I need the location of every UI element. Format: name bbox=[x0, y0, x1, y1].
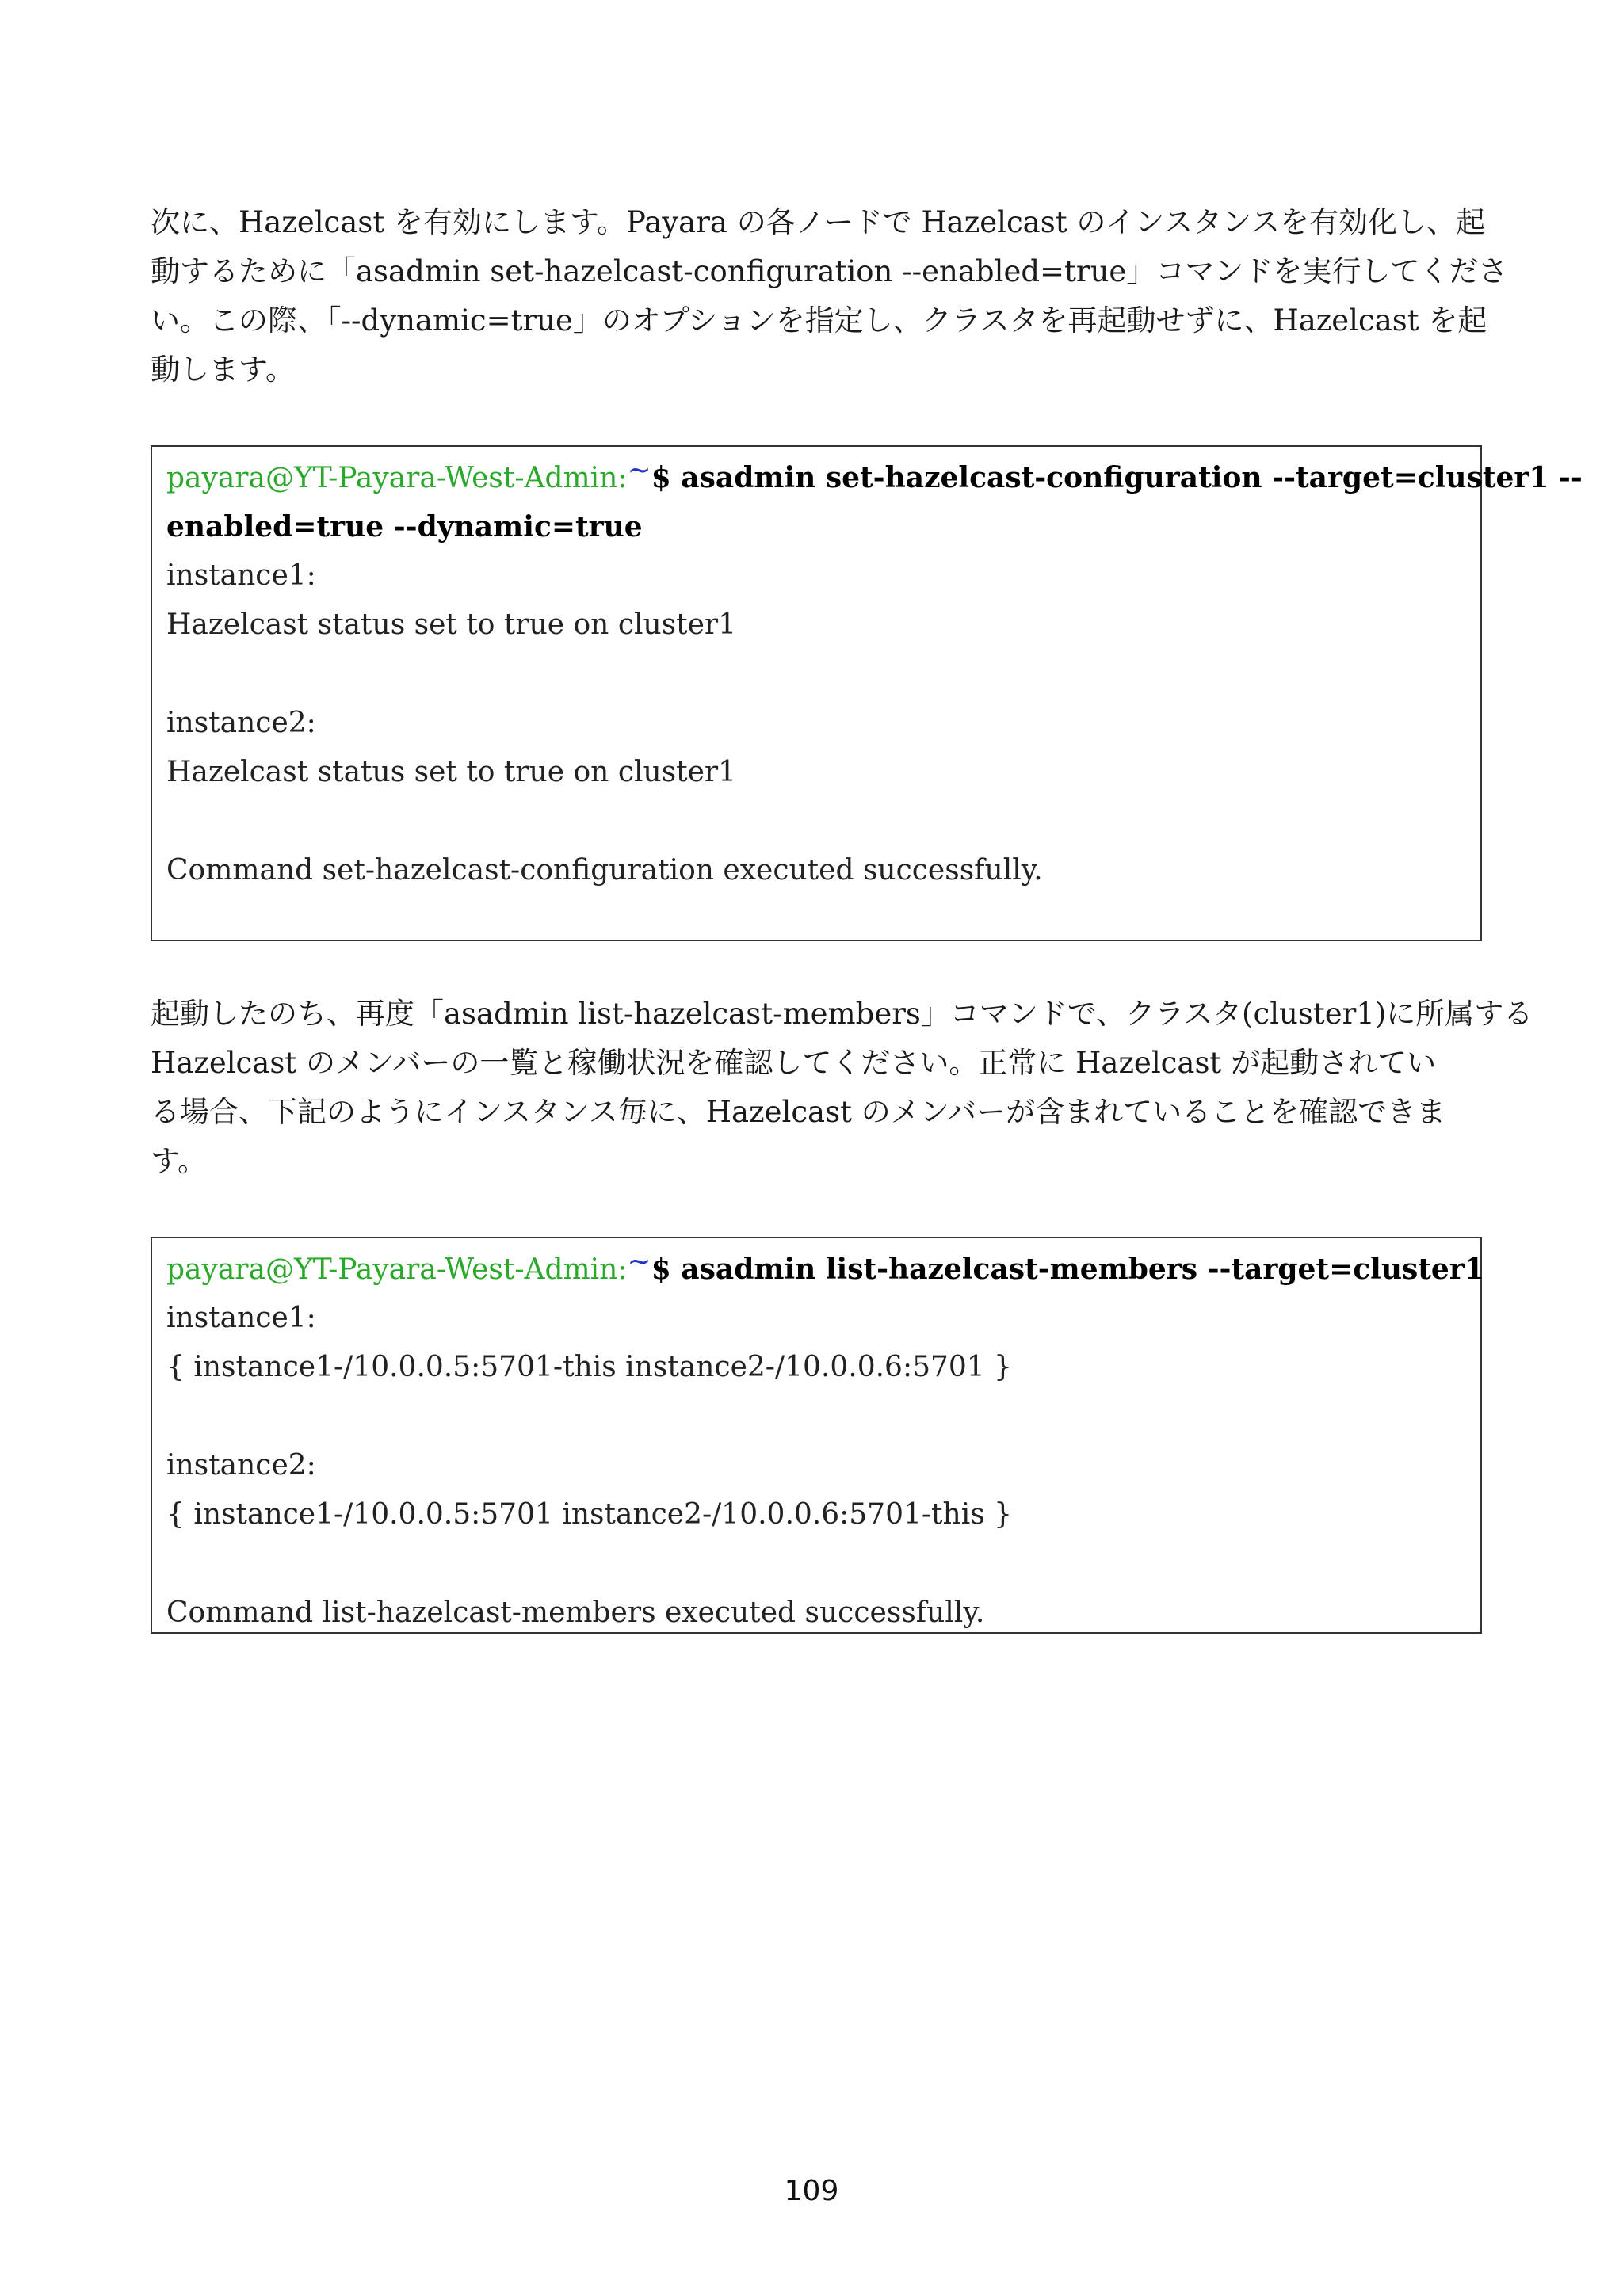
output-line: instance2: bbox=[166, 707, 316, 739]
verification-paragraph bbox=[151, 990, 1533, 1186]
paragraph-line: 次に、Hazelcast を有効にします。Payara の各ノードで Hazelcast のインスタンスを有効化し、起 bbox=[151, 205, 1486, 239]
intro-paragraph bbox=[151, 198, 1508, 395]
output-line: Hazelcast status set to true on cluster1 bbox=[166, 608, 737, 641]
shell-prompt: payara@YT-Payara-West-Admin: bbox=[166, 1253, 628, 1286]
command-continuation: enabled=true --dynamic=true bbox=[166, 510, 643, 543]
command-line bbox=[166, 453, 1583, 502]
command-line bbox=[166, 1245, 1484, 1294]
paragraph-line: 動するために「asadmin set-hazelcast-configuration --enabled=true」コマンドを実行してくださ bbox=[151, 254, 1508, 288]
output-line: Command list-hazelcast-members executed successfully. bbox=[166, 1596, 985, 1629]
paragraph-line: す。 bbox=[151, 1144, 208, 1178]
output-line: Hazelcast status set to true on cluster1 bbox=[166, 756, 737, 788]
output-line: { instance1-/10.0.0.5:5701-this instance2-/10.0.0.6:5701 } bbox=[166, 1351, 1013, 1383]
paragraph-line: Hazelcast のメンバーの一覧と稼働状況を確認してください。正常に Hazelcast が起動されてい bbox=[151, 1046, 1437, 1080]
output-line: instance1: bbox=[166, 1302, 316, 1334]
output-line: Command set-hazelcast-configuration executed successfully. bbox=[166, 854, 1043, 887]
command-output-box-list-members bbox=[151, 1237, 1482, 1634]
output-line: { instance1-/10.0.0.5:5701 instance2-/10.0.0.6:5701-this } bbox=[166, 1498, 1013, 1531]
paragraph-line: 起動したのち、再度「asadmin list-hazelcast-members」コマンドで、クラスタ(cluster1)に所属する bbox=[151, 997, 1533, 1031]
blank-line bbox=[166, 650, 1466, 699]
paragraph-line: る場合、下記のようにインスタンス毎に、Hazelcast のメンバーが含まれていることを確認できま bbox=[151, 1095, 1446, 1129]
paragraph-line: い。この際、「--dynamic=true」のオプションを指定し、クラスタを再起動せずに、Hazelcast を起 bbox=[151, 303, 1487, 338]
output-line: instance1: bbox=[166, 559, 316, 592]
command-output-box-set-configuration bbox=[151, 445, 1583, 941]
blank-line bbox=[166, 797, 1466, 846]
page-number: 109 bbox=[784, 2175, 839, 2207]
tilde-symbol: ~ bbox=[627, 454, 651, 486]
paragraph-line: 動します。 bbox=[151, 353, 296, 387]
blank-line bbox=[166, 1539, 1466, 1589]
blank-line bbox=[166, 1392, 1466, 1441]
tilde-symbol: ~ bbox=[627, 1245, 651, 1278]
output-line: instance2: bbox=[166, 1449, 316, 1482]
shell-prompt: payara@YT-Payara-West-Admin: bbox=[166, 462, 628, 494]
command-text: $ asadmin set-hazelcast-configuration --target=cluster1 -- bbox=[651, 461, 1583, 494]
command-text: $ asadmin list-hazelcast-members --target=cluster1 bbox=[651, 1253, 1484, 1286]
